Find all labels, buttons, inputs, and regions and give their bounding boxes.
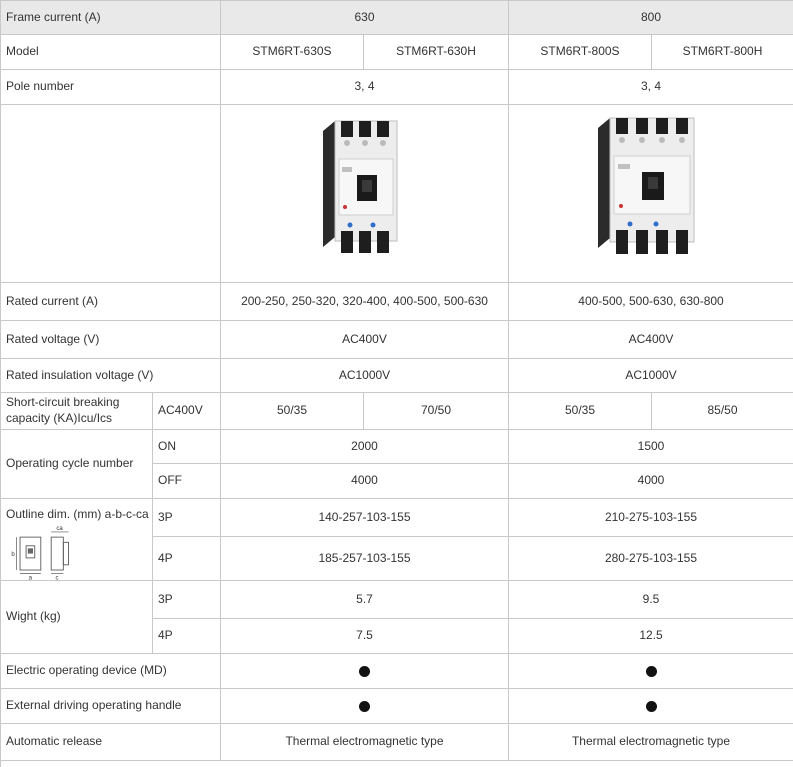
rated-current-label: Rated current (A): [1, 283, 221, 321]
breaking-capacity-630h: 70/50: [364, 393, 509, 430]
operating-cycle-label: Operating cycle number: [1, 430, 153, 499]
operating-cycle-on-800: 1500: [509, 430, 793, 464]
insulation-voltage-800: AC1000V: [509, 359, 793, 393]
pole-number-800: 3, 4: [509, 70, 793, 105]
outline-4p-630: 185-257-103-155: [221, 537, 509, 581]
outline-4p-label: 4P: [153, 537, 221, 581]
model-630s: STM6RT-630S: [221, 35, 364, 70]
circuit-breaker-4-pole-icon: [594, 116, 709, 271]
diagram-label-ca: ca: [56, 525, 63, 532]
frame-current-800: 800: [509, 1, 793, 35]
pole-number-label: Pole number: [1, 70, 221, 105]
auto-release-630: Thermal electromagnetic type: [221, 724, 509, 761]
weight-label: Wight (kg): [1, 581, 153, 654]
outline-dim-label: [1, 499, 153, 581]
available-dot-icon: [359, 666, 370, 677]
electric-device-630: [221, 654, 509, 689]
breaking-capacity-voltage: AC400V: [153, 393, 221, 430]
model-800h: STM6RT-800H: [652, 35, 793, 70]
image-row-label: [1, 105, 221, 283]
breaking-capacity-800s: 50/35: [509, 393, 652, 430]
insulation-voltage-630: AC1000V: [221, 359, 509, 393]
auto-release-label: Automatic release: [1, 724, 221, 761]
available-dot-icon: [646, 666, 657, 677]
diagram-label-c: c: [55, 575, 59, 580]
rated-current-800: 400-500, 500-630, 630-800: [509, 283, 793, 321]
weight-4p-800: 12.5: [509, 619, 793, 654]
weight-3p-630: 5.7: [221, 581, 509, 619]
breaking-capacity-800h: 85/50: [652, 393, 793, 430]
rated-voltage-630: AC400V: [221, 321, 509, 359]
frame-current-label: Frame current (A): [1, 1, 221, 35]
weight-3p-800: 9.5: [509, 581, 793, 619]
auto-release-800: Thermal electromagnetic type: [509, 724, 793, 761]
electric-device-label: Electric operating device (MD): [1, 654, 221, 689]
breaker-630-image: [221, 105, 509, 283]
outline-3p-label: 3P: [153, 499, 221, 537]
outline-dimension-diagram-icon: [6, 525, 86, 580]
breaking-capacity-630s: 50/35: [221, 393, 364, 430]
outline-dim-label-text: Outline dim. (mm) a-b-c-ca: [6, 507, 149, 521]
available-dot-icon: [646, 701, 657, 712]
operating-cycle-off-label: OFF: [153, 464, 221, 499]
frame-current-630: 630: [221, 1, 509, 35]
diagram-label-b: b: [11, 551, 15, 558]
operating-cycle-on-630: 2000: [221, 430, 509, 464]
external-handle-label: External driving operating handle: [1, 689, 221, 724]
insulation-voltage-label: Rated insulation voltage (V): [1, 359, 221, 393]
model-630h: STM6RT-630H: [364, 35, 509, 70]
outline-3p-800: 210-275-103-155: [509, 499, 793, 537]
model-label: Model: [1, 35, 221, 70]
model-800s: STM6RT-800S: [509, 35, 652, 70]
weight-4p-630: 7.5: [221, 619, 509, 654]
electric-device-800: [509, 654, 793, 689]
breaker-800-image: [509, 105, 793, 283]
weight-3p-label: 3P: [153, 581, 221, 619]
rated-current-630: 200-250, 250-320, 320-400, 400-500, 500-630: [221, 283, 509, 321]
weight-4p-label: 4P: [153, 619, 221, 654]
outline-3p-630: 140-257-103-155: [221, 499, 509, 537]
breaking-capacity-label-line2: capacity (KA)Icu/Ics: [6, 411, 113, 425]
rated-voltage-label: Rated voltage (V): [1, 321, 221, 359]
external-handle-800: [509, 689, 793, 724]
circuit-breaker-3-pole-icon: [315, 119, 415, 269]
external-handle-630: [221, 689, 509, 724]
operating-cycle-off-630: 4000: [221, 464, 509, 499]
rated-voltage-800: AC400V: [509, 321, 793, 359]
breaking-capacity-label-line1: Short-circuit breaking: [6, 395, 120, 410]
available-dot-icon: [359, 701, 370, 712]
operating-cycle-off-800: 4000: [509, 464, 793, 499]
diagram-label-a: a: [28, 575, 33, 580]
breaking-capacity-label: [1, 393, 153, 430]
pole-number-630: 3, 4: [221, 70, 509, 105]
outline-4p-800: 280-275-103-155: [509, 537, 793, 581]
operating-cycle-on-label: ON: [153, 430, 221, 464]
